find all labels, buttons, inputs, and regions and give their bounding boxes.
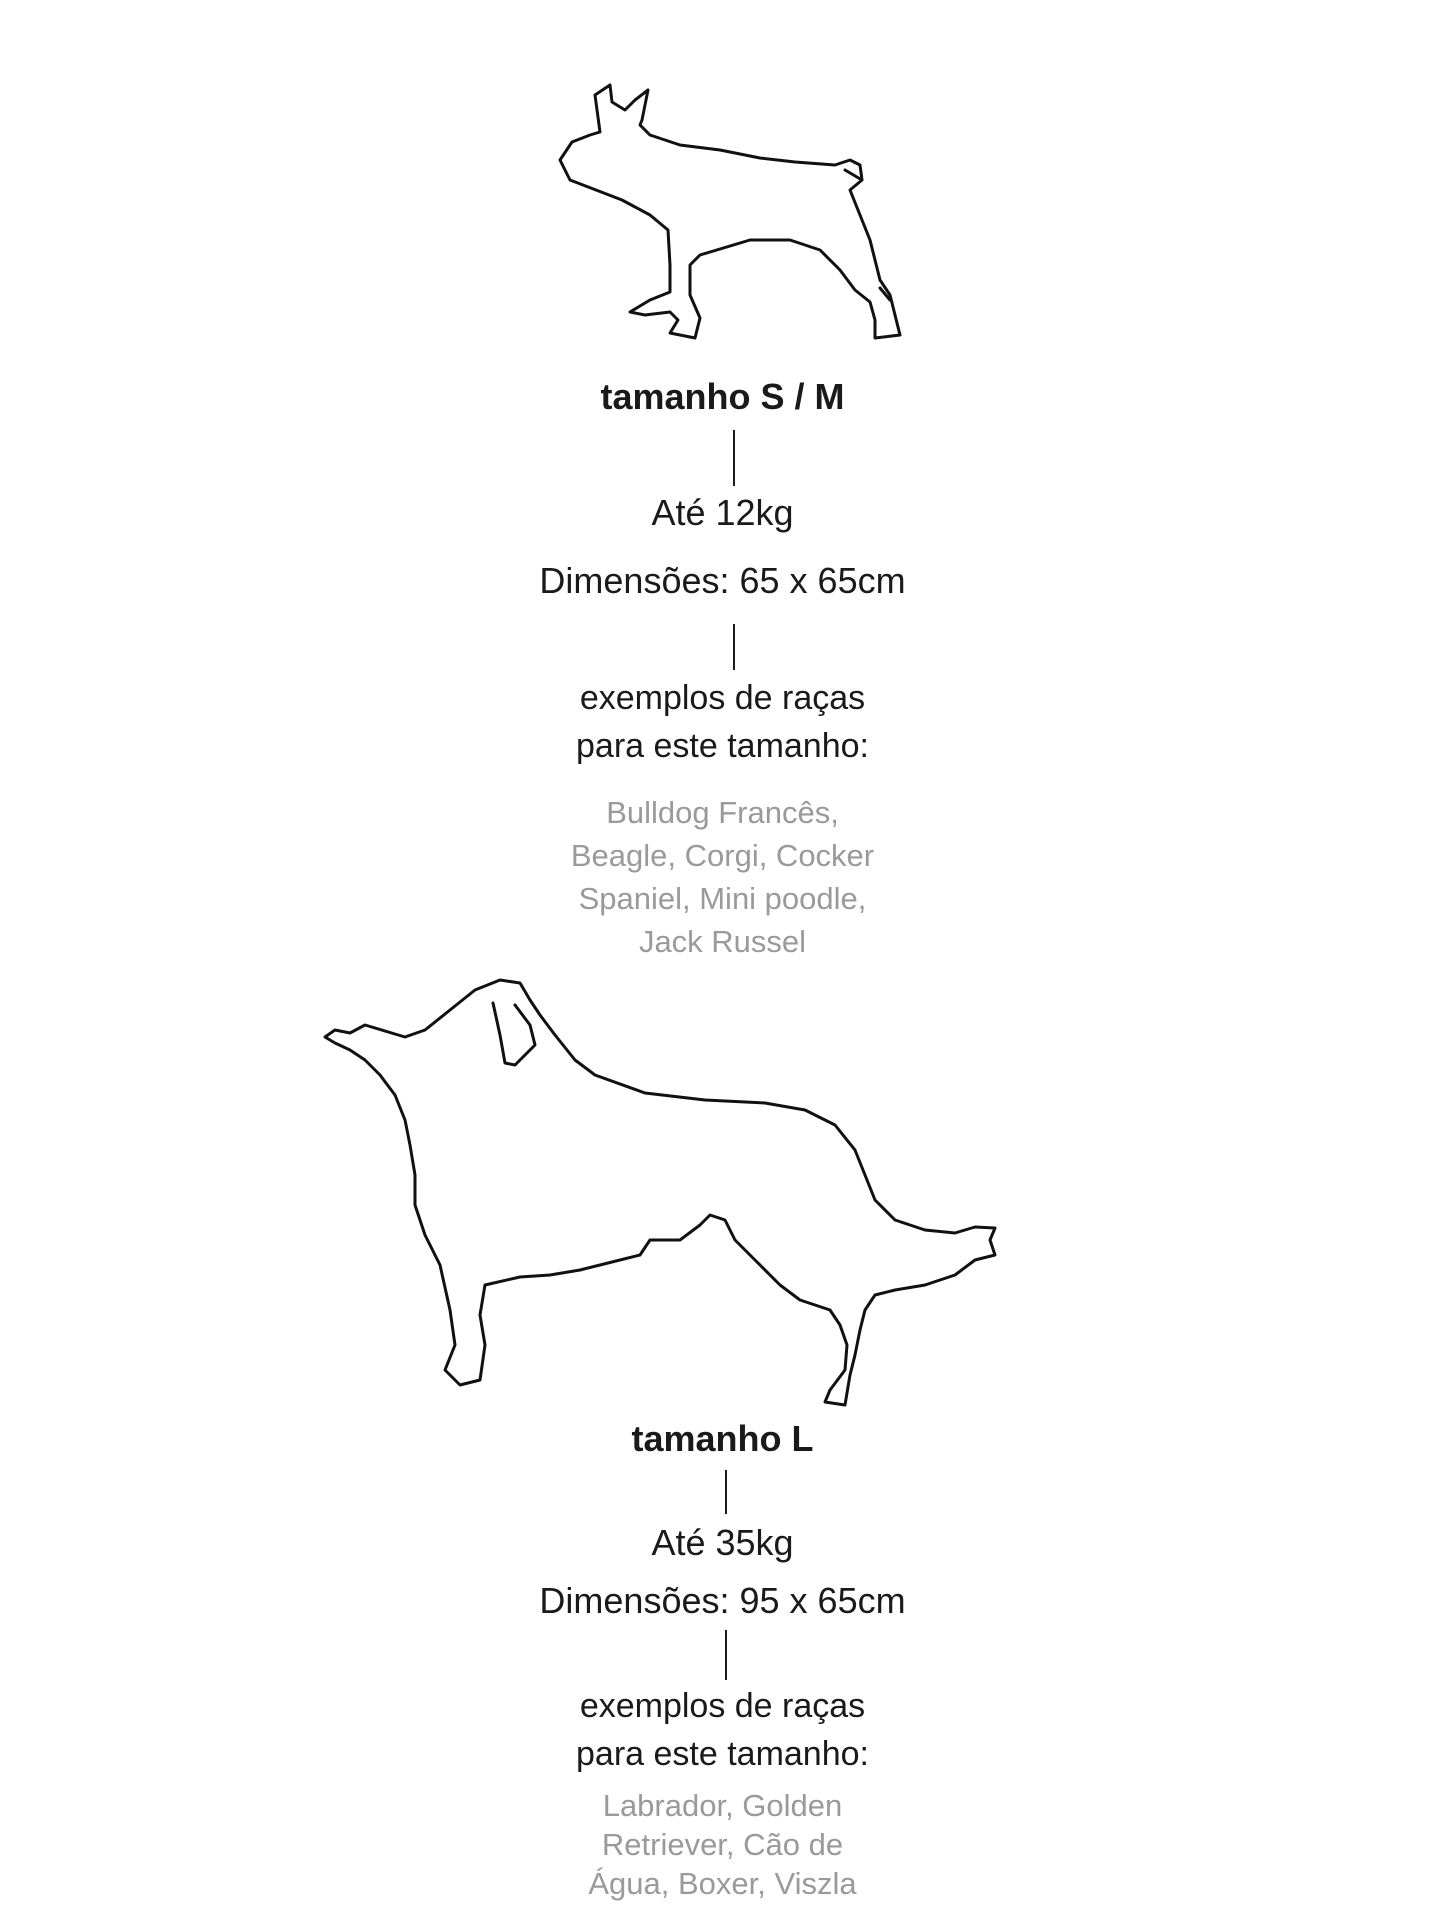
breed-line: Água, Boxer, Viszla: [588, 1866, 857, 1901]
breed-list: [0, 1786, 1445, 1903]
examples-heading-line: para este tamanho:: [576, 727, 869, 765]
breed-line: Retriever, Cão de: [601, 1827, 844, 1862]
divider-line: [725, 1630, 727, 1680]
retriever-silhouette-icon: [405, 975, 1065, 1425]
weight-limit: Até 12kg: [651, 492, 794, 533]
divider-line: [733, 624, 735, 670]
weight-limit: Até 35kg: [651, 1522, 794, 1563]
dimensions: Dimensões: 65 x 65cm: [539, 560, 906, 601]
size-title: tamanho S / M: [600, 376, 845, 417]
breed-line: Bulldog Francês,: [606, 795, 839, 830]
examples-heading: [0, 674, 1445, 770]
breed-list: [0, 791, 1445, 963]
examples-heading-line: exemplos de raças: [579, 1687, 866, 1725]
examples-heading-line: exemplos de raças: [579, 679, 866, 717]
size-title: tamanho L: [631, 1418, 814, 1459]
breed-line: Spaniel, Mini poodle,: [578, 881, 867, 916]
dimensions: Dimensões: 95 x 65cm: [539, 1580, 906, 1621]
examples-heading-line: para este tamanho:: [576, 1735, 869, 1773]
breed-line: Jack Russel: [638, 924, 807, 959]
breed-line: Beagle, Corgi, Cocker: [570, 838, 875, 873]
breed-line: Labrador, Golden: [602, 1788, 843, 1823]
divider-line: [725, 1470, 727, 1514]
examples-heading: [0, 1682, 1445, 1778]
divider-line: [733, 430, 735, 486]
french-bulldog-silhouette-icon: [550, 50, 910, 350]
